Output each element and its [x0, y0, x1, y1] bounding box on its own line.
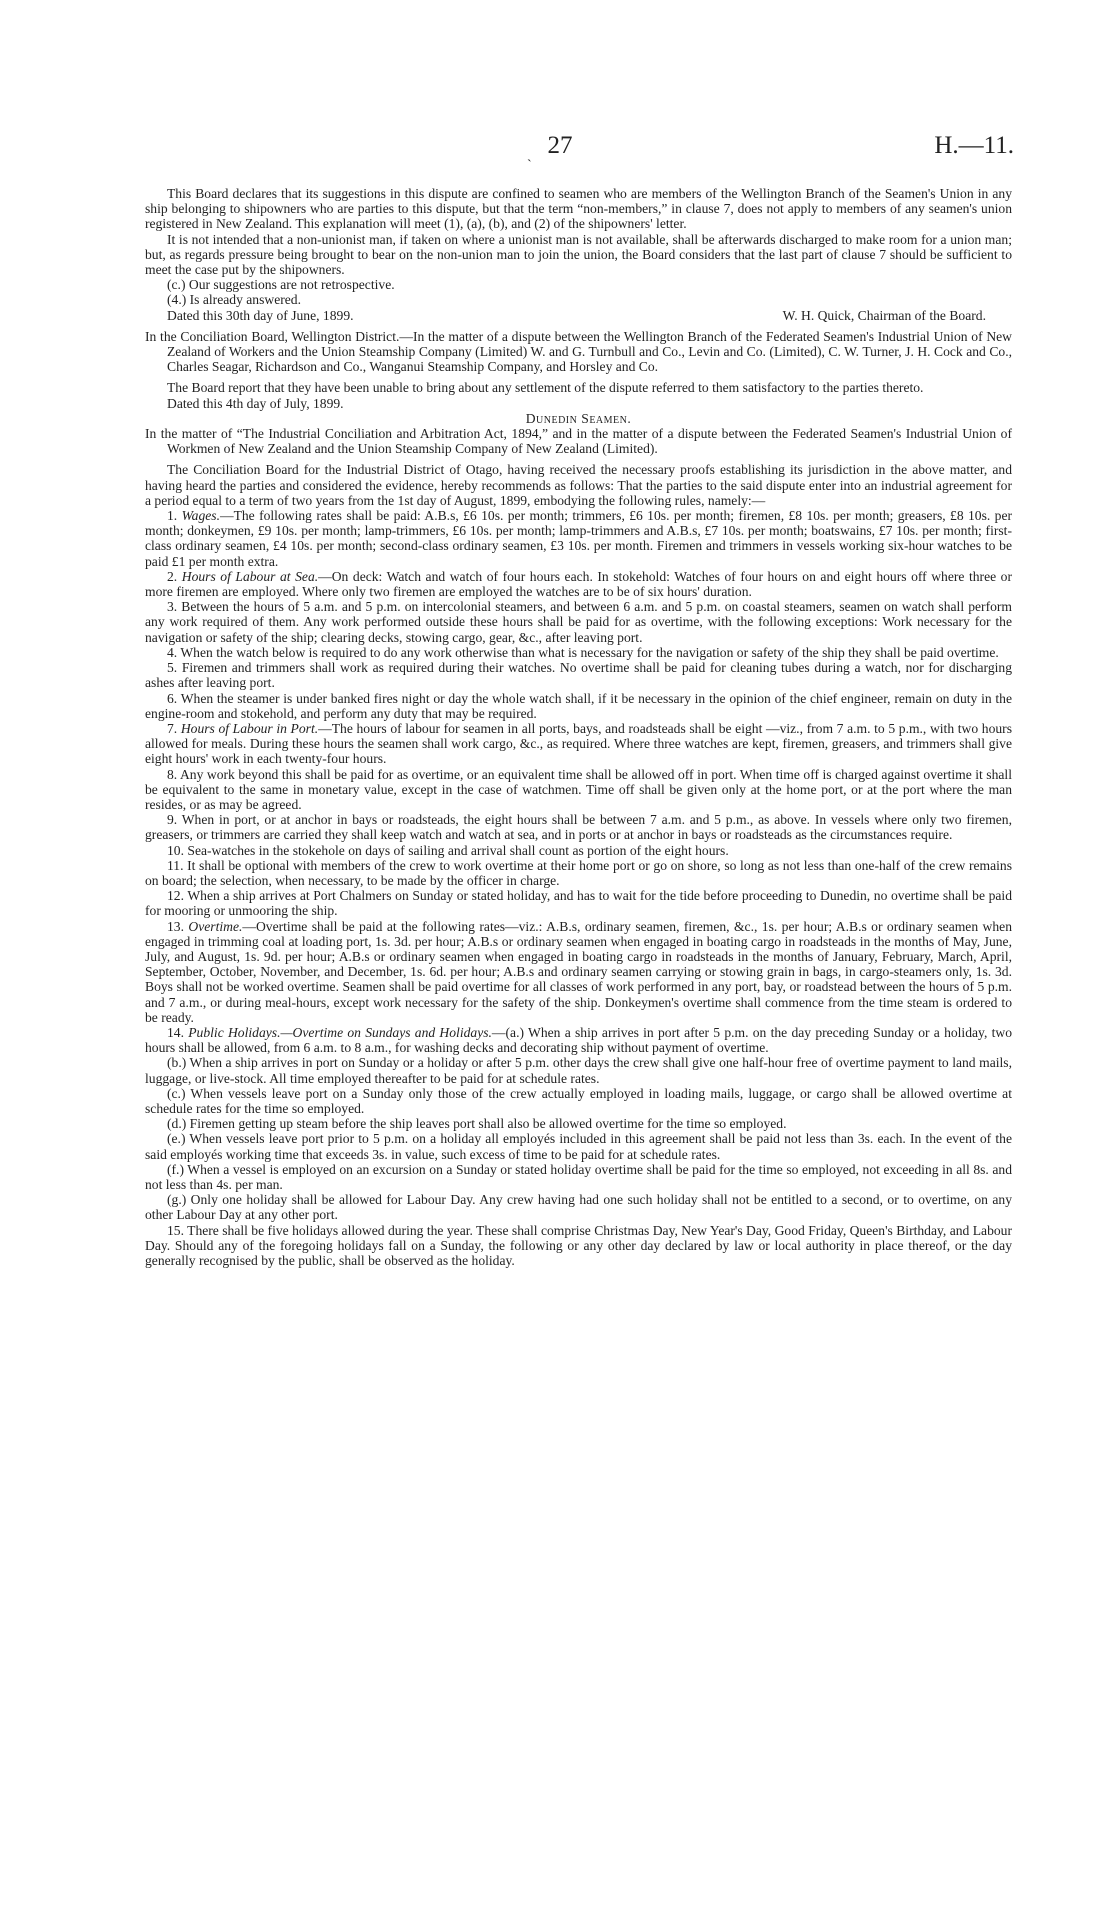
rule-8: 8. Any work beyond this shall be paid for as overtime, or an equivalent time shall be allowed off in port. When time off is charged against overtime it shall be equivalent to the same in monetary value, except in the case of watchmen. Time off shall be given only at the home port, or at the port where the man resides, or as may be agreed.	[145, 766, 1012, 812]
section-heading: Dunedin Seamen.	[525, 410, 632, 426]
dated-signature-line	[145, 308, 1012, 323]
rule-1: 1. Wages.—The following rates shall be paid: A.B.s, £6 10s. per month; trimmers, £6 10s. per month; firemen, £8 10s. per month; greasers, £8 10s. per month; donkeymen, £9 10s. per month; lamp-trimmers, £6 10s. per month; lamp-trimmers and A.B.s, £7 10s. per month; boatswains, £7 10s. per month; first-class ordinary seamen, £4 10s. per month; second-class ordinary seamen, £3 10s. per month. Firemen and trimmers in vessels working six-hour watches to be paid £1 per month extra.	[145, 508, 1013, 569]
rule-14: 14. Public Holidays.—Overtime on Sundays and Holidays.—(a.) When a ship arrives in port after 5 p.m. on the day preceding Sunday or a holiday, two hours shall be allowed, from 6 a.m. to 8 a.m., for washing decks and decorating ship without payment of overtime.	[145, 1024, 1012, 1056]
rule-title: Hours of Labour in Port.	[180, 720, 319, 736]
rule-title: Wages.	[181, 508, 220, 524]
rule-3: 3. Between the hours of 5 a.m. and 5 p.m. on intercolonial steamers, and between 6 a.m. and 5 p.m. on coastal steamers, seamen on watch shall perform any work required of them. Any work performed outside these hours shall be paid for as overtime, with the following exceptions: Work necessary for the navigation or safety of the ship; clearing decks, stowing cargo, gear, &c., after leaving port.	[145, 599, 1012, 645]
paragraph: This Board declares that its suggestions in this dispute are confined to seamen who are members of the Wellington Branch of the Seamen's Union in any ship belonging to shipowners who are parties to this dispute, but that the term “non-members,” in clause 7, does not apply to members of any seamen's union registered in New Zealand. This explanation will meet (1), (a), (b), and (2) of the shipowners' letter.	[145, 186, 1012, 232]
rule-9: 9. When in port, or at anchor in bays or roadsteads, the eight hours shall be between 7 a.m. and 5 p.m., as above. In vessels where only two firemen, greasers, or trimmers are carried they shall keep watch and watch at sea, and in ports or at anchor in bays or roadsteads as the circumstances require.	[145, 812, 1012, 843]
rule-14b: (b.) When a ship arrives in port on Sunday or a holiday or after 5 p.m. other days the crew shall give one half-hour free of overtime payment to land mails, luggage, or live-stock. All time employed thereafter to be paid for at schedule rates.	[145, 1055, 1012, 1086]
paragraph: (c.) Our suggestions are not retrospective.	[167, 277, 395, 293]
dated-line: Dated this 4th day of July, 1899.	[167, 395, 344, 411]
rule-7: 7. Hours of Labour in Port.—The hours of labour for seamen in all ports, bays, and roadsteads shall be eight —viz., from 7 a.m. to 5 p.m., with two hours allowed for meals. During these hours the seamen shall work cargo, &c., as required. Where three watches are kept, firemen, greasers, and trimmers shall give eight hours' work in each twenty-four hours.	[145, 720, 1012, 767]
rule-title: Overtime.	[188, 918, 243, 934]
document-body	[145, 186, 1012, 1268]
rule-13: 13. Overtime.—Overtime shall be paid at the following rates—viz.: A.B.s, ordinary seamen, firemen, &c., 1s. per hour; A.B.s or ordinary seamen when engaged in trimming coal at loading port, 1s. 3d. per hour; A.B.s or ordinary seamen when engaged in boating cargo in roadsteads in the months of May, June, July, and August, 1s. 9d. per hour; A.B.s or ordinary seamen when engaged in boating cargo in roadsteads in the months of January, February, March, April, September, October, November, and December, 1s. 6d. per hour; A.B.s and ordinary seamen carrying or stowing grain in bags, in cargo-steamers only, 1s. 3d. Boys shall not be worked overtime. Seamen shall be paid overtime for all classes of work performed in any port, bay, or roadstead between the hours of 5 p.m. and 7 a.m., or during meal-hours, except work necessary for the safety of the ship. Donkeymen's overtime shall commence from the time steam is ordered to be ready.	[145, 918, 1012, 1025]
matter-intro: In the Conciliation Board, Wellington District.—In the matter of a dispute between the Wellington Branch of the Federated Seamen's Industrial Union of New Zealand of Workers and the Union Steamship Company (Limited) W. and G. Turnbull and Co., Levin and Co. (Limited), C. W. Turner, J. H. Cock and Co., Charles Seagar, Richardson and Co., Wanganui Steamship Company, and Horsley and Co.	[145, 328, 1012, 375]
paragraph: The Conciliation Board for the Industrial District of Otago, having received the necessary proofs establishing its jurisdiction in the above matter, and having heard the parties and considered the evidence, hereby recommends as follows: That the parties to the said dispute enter into an industrial agreement for a period equal to a term of two years from the 1st day of August, 1899, embodying the following rules, namely:—	[145, 462, 1012, 508]
rule-6: 6. When the steamer is under banked fires night or day the whole watch shall, if it be necessary in the opinion of the chief engineer, remain on duty in the engine-room and stokehold, and perform any duty that may be required.	[145, 690, 1012, 721]
rule-14f: (f.) When a vessel is employed on an excursion on a Sunday or stated holiday overtime shall be paid for the time so employed, not exceeding in all 8s. and not less than 4s. per man.	[145, 1161, 1012, 1192]
dated-line: Dated this 30th day of June, 1899.	[167, 307, 354, 323]
rule-15: 15. There shall be five holidays allowed during the year. These shall comprise Christmas Day, New Year's Day, Good Friday, Queen's Birthday, and Labour Day. Should any of the foregoing holidays fall on a Sunday, the following or any other day declared by law or local authority in place thereof, or the day generally recognised by the public, shall be observed as the holiday.	[145, 1222, 1012, 1269]
rule-5: 5. Firemen and trimmers shall work as required during their watches. No overtime shall be paid for cleaning tubes during a watch, nor for discharging ashes after leaving port.	[145, 660, 1012, 691]
rule-14e: (e.) When vessels leave port prior to 5 p.m. on a holiday all employés included in this agreement shall be paid not less than 3s. each. In the event of the said employés working time that exceeds 3s. in value, such excess of time to be paid for at schedule rates.	[145, 1131, 1012, 1162]
rule-10: 10. Sea-watches in the stokehole on days of sailing and arrival shall count as portion of the eight hours.	[167, 842, 729, 858]
paragraph: (4.) Is already answered.	[167, 292, 301, 308]
rule-4: 4. When the watch below is required to do any work otherwise than what is necessary for the navigation or safety of the ship they shall be paid overtime.	[167, 644, 999, 660]
rule-title: Public Holidays.—Overtime on Sundays and Holidays.	[188, 1024, 492, 1040]
paragraph: It is not intended that a non-unionist man, if taken on where a unionist man is not available, shall be afterwards discharged to make room for a union man; but, as regards pressure being brought to bear on the non-union man to join the union, the Board considers that the last part of clause 7 should be sufficient to meet the case put by the shipowners.	[145, 231, 1012, 278]
stray-mark: `	[527, 158, 532, 173]
matter-intro: In the matter of “The Industrial Conciliation and Arbitration Act, 1894,” and in the matter of a dispute between the Federated Seamen's Industrial Union of Workmen of New Zealand and the Union Steamship Company of New Zealand (Limited).	[145, 426, 1012, 457]
rule-14d: (d.) Firemen getting up steam before the ship leaves port shall also be allowed overtime for the time so employed.	[167, 1116, 787, 1132]
document-reference: H.—11.	[934, 132, 1014, 159]
rule-2: 2. Hours of Labour at Sea.—On deck: Watch and watch of four hours each. In stokehold: Watches of four hours on and eight hours off where three or more firemen are employed. Where only two firemen are employed the watches are to be of six hours' duration.	[145, 568, 1013, 600]
signature: W. H. Quick, Chairman of the Board.	[782, 307, 986, 323]
paragraph: The Board report that they have been unable to bring about any settlement of the dispute referred to them satisfactory to the parties thereto.	[167, 380, 924, 396]
rule-11: 11. It shall be optional with members of the crew to work overtime at their home port or go on shore, so long as not less than one-half of the crew remains on board; the selection, when necessary, to be made by the officer in charge.	[145, 857, 1012, 888]
rule-14c: (c.) When vessels leave port on a Sunday only those of the crew actually employed in loading mails, luggage, or cargo shall be allowed overtime at schedule rates for the time so employed.	[145, 1085, 1012, 1116]
page-number: 27	[547, 132, 573, 159]
rule-14g: (g.) Only one holiday shall be allowed for Labour Day. Any crew having had one such holiday shall not be entitled to a second, or to overtime, on any other Labour Day at any other port.	[145, 1192, 1012, 1223]
rule-title: Hours of Labour at Sea.	[181, 568, 319, 584]
rule-12: 12. When a ship arrives at Port Chalmers on Sunday or stated holiday, and has to wait for the tide before proceeding to Dunedin, no overtime shall be paid for mooring or unmooring the ship.	[145, 888, 1012, 919]
